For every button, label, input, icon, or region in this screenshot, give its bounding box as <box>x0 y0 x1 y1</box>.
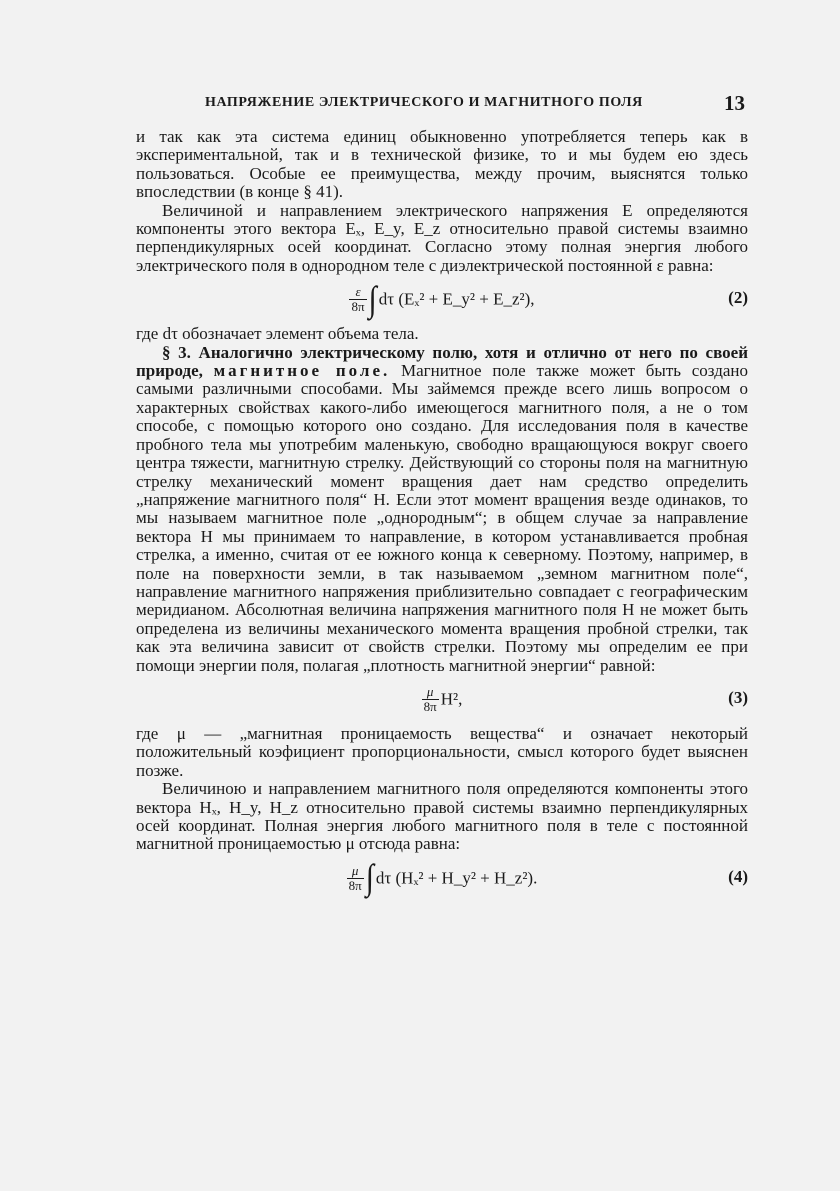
paragraph-4-start: § 3. Аналогично электрическому полю, хотя и отлично от него по своей природе, <box>136 342 748 381</box>
paragraph-2: Величиной и направлением электрического напряжения E определяются компоненты этого вектора Eₓ, E_y, E_z относительно правой системы взаимно перпендикулярных осей координат. Согласно этому полная энергия любого электрического поля в однородном теле с диэлектрической постоянной ε равна: <box>136 200 748 275</box>
formula-3-number: (3) <box>728 687 748 707</box>
paragraph-4 <box>136 344 748 675</box>
formula-3 <box>136 677 748 723</box>
formula-3-denominator: 8π <box>423 698 437 714</box>
formula-3-fraction <box>422 685 439 714</box>
formula-4-numerator: μ <box>347 864 364 879</box>
formula-3-numerator: μ <box>422 685 439 700</box>
paragraph-3: где dτ обозначает элемент объема тела. <box>136 324 419 344</box>
formula-2-integral: ∫ <box>368 279 377 319</box>
page-header <box>205 93 745 117</box>
formula-4-expression: dτ (Hₓ² + H_y² + H_z²). <box>375 868 538 888</box>
formula-2-fraction <box>349 285 366 314</box>
formula-4-fraction <box>347 864 364 893</box>
formula-4-integral: ∫ <box>365 857 374 898</box>
formula-4-denominator: 8π <box>348 877 362 893</box>
formula-2-denominator: 8π <box>351 299 365 315</box>
paragraph-6: Величиною и направлением магнитного поля определяются компоненты этого вектора Hₓ, H_y, H_z относительно правой системы взаимно перпендикулярных осей координат. Полная энергия любого магнитного поля в теле с постоянной магнитной проницаемостью μ отсюда равна: <box>136 779 748 854</box>
formula-2-number: (2) <box>728 288 748 308</box>
paragraph-1: и так как эта система единиц обыкновенно употребляется теперь как в экспериментальной, так и в технической физике, то и мы будем ею здесь пользоваться. Особые ее преимущества, между прочим, выяснятся только впоследствии (в конце § 41). <box>136 127 748 202</box>
paragraph-4-spaced-term: магнитное поле. <box>213 361 391 381</box>
paragraph-4-rest: Магнитное поле также может быть создано самыми различными способами. Мы займемся прежде всего лишь вопросом о характерных свойствах какого-либо имеющегося магнитного поля, а не о том способе, с помощью которого оно создано. Для исследования поля в качестве пробного тела мы употребим маленькую, свободно вращающуюся вокруг своего центра тяжести, магнитную стрелку. Действующий со стороны поля на магнитную стрелку механический момент вращения дает нам средство определить „напряжение магнитного поля“ H. Если этот момент вращения везде одинаков, то мы называем магнитное поле „однородным“; в общем случае за направление вектора H мы принимаем то направление, в котором устанавливается пробная стрелка, а именно, считая от ее южного конца к северному. Поэтому, например, в поле на поверхности земли, в так называемом „земном магнитном поле“, направление магнитного напряжения приблизительно совпадает с географическим меридианом. Абсолютная величина напряжения магнитного поля H не может быть определена из величины механического момента вращения пробной стрелки, так как эта величина зависит от свойств стрелки. Поэтому мы определим ее при помощи энергии поля, полагая „плотность магнитной энергии“ равной: <box>136 361 748 675</box>
formula-4-number: (4) <box>728 866 748 886</box>
formula-2 <box>136 277 748 323</box>
formula-2-numerator: ε <box>349 285 366 300</box>
formula-4 <box>136 856 748 902</box>
running-title: НАПРЯЖЕНИЕ ЭЛЕКТРИЧЕСКОГО И МАГНИТНОГО ПОЛЯ <box>205 95 643 110</box>
formula-3-expression: H², <box>440 689 463 709</box>
body-text <box>136 128 748 904</box>
paragraph-5: где μ — „магнитная проницаемость вещества“ и означает некоторый положительный коэфициент пропорциональности, смысл которого будет выяснен позже. <box>136 723 748 780</box>
page-number: 13 <box>724 91 745 115</box>
formula-2-expression: dτ (Eₓ² + E_y² + E_z²), <box>378 289 535 309</box>
